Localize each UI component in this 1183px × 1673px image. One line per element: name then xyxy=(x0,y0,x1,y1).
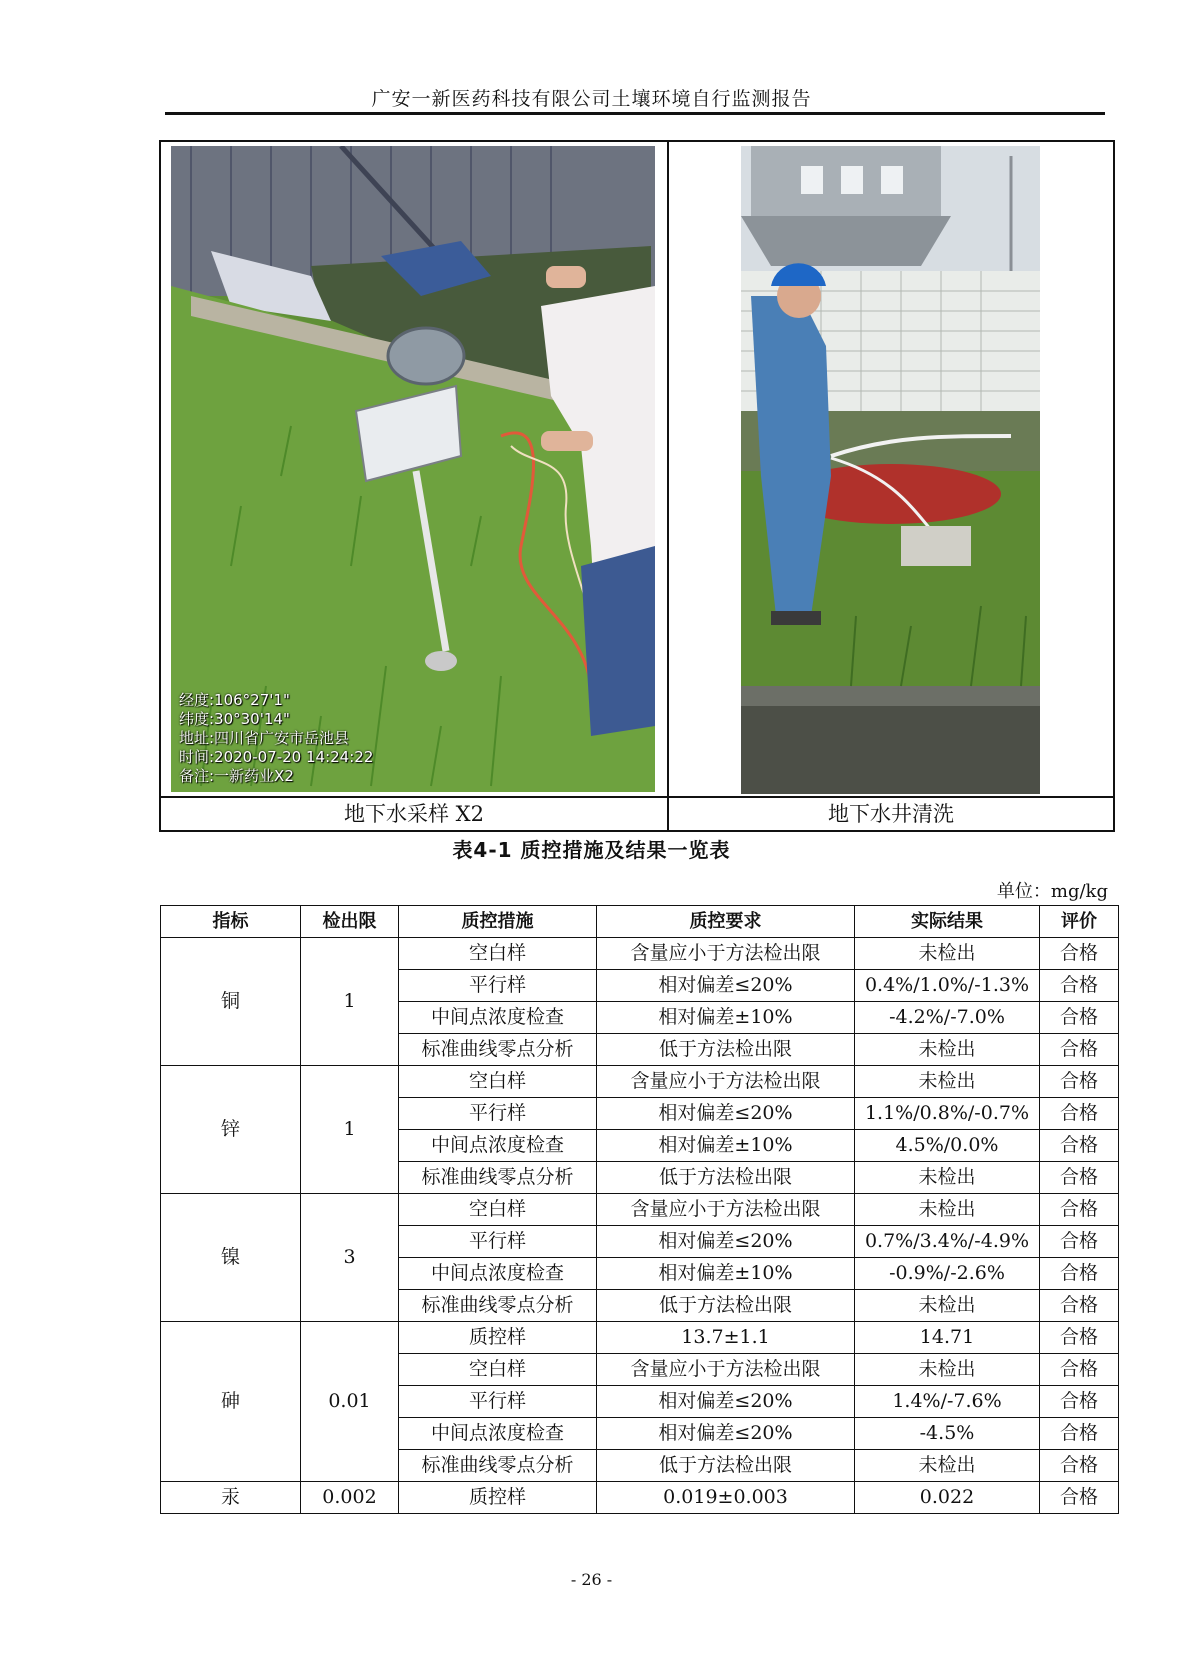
evaluation-cell: 合格 xyxy=(1040,1354,1119,1386)
qc-measure-cell: 标准曲线零点分析 xyxy=(399,1290,597,1322)
actual-result-cell: 未检出 xyxy=(855,1066,1040,1098)
actual-result-cell: -4.2%/-7.0% xyxy=(855,1002,1040,1034)
header-qc-requirement: 质控要求 xyxy=(597,906,855,938)
stamp-time: 时间:2020-07-20 14:24:22 xyxy=(179,748,374,766)
actual-result-cell: 未检出 xyxy=(855,938,1040,970)
groundwater-sampling-photo xyxy=(171,146,655,792)
actual-result-cell: 未检出 xyxy=(855,1290,1040,1322)
qc-measure-cell: 平行样 xyxy=(399,970,597,1002)
actual-result-cell: 0.022 xyxy=(855,1482,1040,1514)
qc-measure-cell: 中间点浓度检查 xyxy=(399,1418,597,1450)
detection-limit-cell: 1 xyxy=(301,1066,399,1194)
evaluation-cell: 合格 xyxy=(1040,1034,1119,1066)
qc-measure-cell: 空白样 xyxy=(399,1066,597,1098)
stamp-note: 备注:一新药业X2 xyxy=(179,767,294,785)
table-row xyxy=(161,1194,1119,1226)
qc-requirement-cell: 低于方法检出限 xyxy=(597,1450,855,1482)
qc-requirement-cell: 含量应小于方法检出限 xyxy=(597,938,855,970)
page-number: - 26 - xyxy=(570,1570,613,1589)
actual-result-cell: 4.5%/0.0% xyxy=(855,1130,1040,1162)
evaluation-cell: 合格 xyxy=(1040,1162,1119,1194)
left-photo-caption: 地下水采样 X2 xyxy=(344,802,484,826)
table-row xyxy=(161,1066,1119,1098)
header-rule xyxy=(165,112,1105,115)
detection-limit-cell: 0.002 xyxy=(301,1482,399,1514)
evaluation-cell: 合格 xyxy=(1040,1386,1119,1418)
evaluation-cell: 合格 xyxy=(1040,1226,1119,1258)
qc-requirement-cell: 相对偏差≤20% xyxy=(597,1418,855,1450)
header-indicator: 指标 xyxy=(161,906,301,938)
photo-table xyxy=(159,140,1115,832)
qc-requirement-cell: 含量应小于方法检出限 xyxy=(597,1194,855,1226)
qc-requirement-cell: 低于方法检出限 xyxy=(597,1162,855,1194)
qc-table xyxy=(160,905,1119,1514)
qc-measure-cell: 标准曲线零点分析 xyxy=(399,1162,597,1194)
evaluation-cell: 合格 xyxy=(1040,1482,1119,1514)
stamp-latitude: 纬度:30°30'14" xyxy=(179,710,290,728)
actual-result-cell: 未检出 xyxy=(855,1450,1040,1482)
actual-result-cell: -4.5% xyxy=(855,1418,1040,1450)
qc-requirement-cell: 相对偏差≤20% xyxy=(597,1098,855,1130)
qc-requirement-cell: 相对偏差≤20% xyxy=(597,1226,855,1258)
qc-requirement-cell: 13.7±1.1 xyxy=(597,1322,855,1354)
qc-measure-cell: 中间点浓度检查 xyxy=(399,1258,597,1290)
qc-requirement-cell: 低于方法检出限 xyxy=(597,1034,855,1066)
evaluation-cell: 合格 xyxy=(1040,1258,1119,1290)
evaluation-cell: 合格 xyxy=(1040,1322,1119,1354)
qc-requirement-cell: 相对偏差±10% xyxy=(597,1130,855,1162)
actual-result-cell: 14.71 xyxy=(855,1322,1040,1354)
report-header-title: 广安一新医药科技有限公司土壤环境自行监测报告 xyxy=(371,88,812,110)
header-evaluation: 评价 xyxy=(1040,906,1119,938)
actual-result-cell: 未检出 xyxy=(855,1354,1040,1386)
qc-requirement-cell: 相对偏差≤20% xyxy=(597,1386,855,1418)
qc-measure-cell: 空白样 xyxy=(399,1354,597,1386)
actual-result-cell: 1.1%/0.8%/-0.7% xyxy=(855,1098,1040,1130)
evaluation-cell: 合格 xyxy=(1040,1450,1119,1482)
evaluation-cell: 合格 xyxy=(1040,1130,1119,1162)
indicator-cell: 砷 xyxy=(161,1322,301,1482)
indicator-cell: 铜 xyxy=(161,938,301,1066)
table-row xyxy=(161,1482,1119,1514)
actual-result-cell: 1.4%/-7.6% xyxy=(855,1386,1040,1418)
evaluation-cell: 合格 xyxy=(1040,938,1119,970)
qc-measure-cell: 平行样 xyxy=(399,1386,597,1418)
qc-measure-cell: 平行样 xyxy=(399,1098,597,1130)
qc-measure-cell: 平行样 xyxy=(399,1226,597,1258)
stamp-longitude: 经度:106°27'1" xyxy=(179,691,290,709)
evaluation-cell: 合格 xyxy=(1040,1194,1119,1226)
table-unit: 单位：mg/kg xyxy=(996,881,1108,902)
actual-result-cell: 0.7%/3.4%/-4.9% xyxy=(855,1226,1040,1258)
actual-result-cell: 未检出 xyxy=(855,1194,1040,1226)
table-header-row xyxy=(161,906,1119,938)
qc-measure-cell: 中间点浓度检查 xyxy=(399,1002,597,1034)
qc-requirement-cell: 低于方法检出限 xyxy=(597,1290,855,1322)
table-title: 表4-1 质控措施及结果一览表 xyxy=(452,838,731,862)
header-detection-limit: 检出限 xyxy=(301,906,399,938)
qc-requirement-cell: 相对偏差±10% xyxy=(597,1258,855,1290)
table-row xyxy=(161,938,1119,970)
evaluation-cell: 合格 xyxy=(1040,970,1119,1002)
stamp-address: 地址:四川省广安市岳池县 xyxy=(179,729,350,747)
qc-measure-cell: 标准曲线零点分析 xyxy=(399,1450,597,1482)
right-photo-caption: 地下水井清洗 xyxy=(828,802,954,826)
qc-requirement-cell: 含量应小于方法检出限 xyxy=(597,1066,855,1098)
qc-measure-cell: 质控样 xyxy=(399,1322,597,1354)
actual-result-cell: 未检出 xyxy=(855,1162,1040,1194)
qc-measure-cell: 空白样 xyxy=(399,1194,597,1226)
qc-requirement-cell: 含量应小于方法检出限 xyxy=(597,1354,855,1386)
qc-measure-cell: 中间点浓度检查 xyxy=(399,1130,597,1162)
photo-divider-vertical xyxy=(667,142,669,830)
detection-limit-cell: 0.01 xyxy=(301,1322,399,1482)
qc-table-body xyxy=(161,938,1119,1514)
qc-measure-cell: 空白样 xyxy=(399,938,597,970)
header-qc-measure: 质控措施 xyxy=(399,906,597,938)
evaluation-cell: 合格 xyxy=(1040,1290,1119,1322)
indicator-cell: 锌 xyxy=(161,1066,301,1194)
evaluation-cell: 合格 xyxy=(1040,1418,1119,1450)
qc-requirement-cell: 相对偏差≤20% xyxy=(597,970,855,1002)
evaluation-cell: 合格 xyxy=(1040,1066,1119,1098)
qc-measure-cell: 质控样 xyxy=(399,1482,597,1514)
evaluation-cell: 合格 xyxy=(1040,1002,1119,1034)
photo-stamp xyxy=(179,691,373,786)
qc-measure-cell: 标准曲线零点分析 xyxy=(399,1034,597,1066)
actual-result-cell: -0.9%/-2.6% xyxy=(855,1258,1040,1290)
detection-limit-cell: 3 xyxy=(301,1194,399,1322)
well-cleaning-photo xyxy=(741,146,1040,794)
indicator-cell: 汞 xyxy=(161,1482,301,1514)
evaluation-cell: 合格 xyxy=(1040,1098,1119,1130)
qc-requirement-cell: 0.019±0.003 xyxy=(597,1482,855,1514)
qc-requirement-cell: 相对偏差±10% xyxy=(597,1002,855,1034)
actual-result-cell: 未检出 xyxy=(855,1034,1040,1066)
table-row xyxy=(161,1322,1119,1354)
indicator-cell: 镍 xyxy=(161,1194,301,1322)
detection-limit-cell: 1 xyxy=(301,938,399,1066)
header-actual-result: 实际结果 xyxy=(855,906,1040,938)
actual-result-cell: 0.4%/1.0%/-1.3% xyxy=(855,970,1040,1002)
